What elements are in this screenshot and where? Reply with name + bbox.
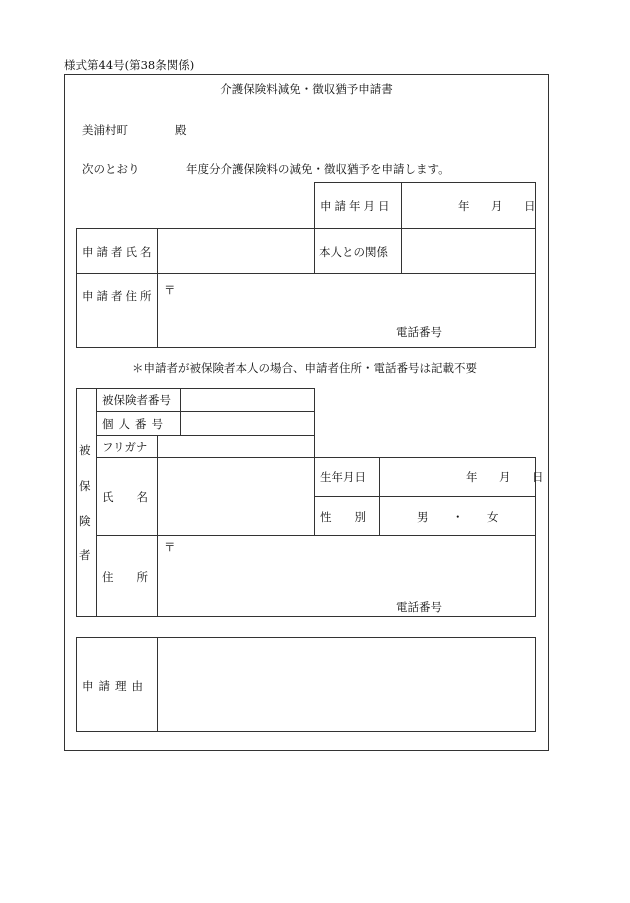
gender-label: 性 別 — [320, 510, 366, 524]
furigana-label: フリガナ — [102, 440, 148, 454]
insured-phone-label: 電話番号 — [396, 600, 442, 614]
applicant-relation-field[interactable] — [402, 229, 535, 273]
birthdate-label: 生年月日 — [320, 470, 366, 484]
applicant-address-field[interactable] — [158, 274, 535, 347]
form-title: 介護保険料減免・徴収猶予申請書 — [220, 82, 393, 96]
gender-separator: ・ — [452, 510, 464, 524]
addressee-honorific: 殿 — [175, 123, 187, 137]
application-date-label: 申請年月日 — [320, 199, 393, 213]
insured-label-char-2: 保 — [79, 479, 91, 493]
furigana-field[interactable] — [158, 436, 314, 457]
insured-section-column — [76, 388, 97, 617]
birthdate-field[interactable]: 年 月 日 — [466, 470, 549, 484]
addressee-village: 美浦村町 — [82, 123, 128, 137]
applicant-postal-mark: 〒 — [164, 283, 176, 297]
insured-address-label: 住 所 — [102, 570, 148, 584]
insured-postal-mark: 〒 — [164, 540, 176, 554]
insured-label-char-3: 険 — [79, 514, 91, 528]
gender-female-option[interactable]: 女 — [487, 510, 499, 524]
applicant-address-label: 申請者住所 — [82, 289, 155, 303]
applicant-relation-label: 本人との関係 — [319, 245, 388, 259]
applicant-name-label: 申請者氏名 — [82, 245, 155, 259]
insured-number-label: 被保険者番号 — [102, 393, 171, 407]
insured-address-field[interactable] — [158, 536, 535, 616]
applicant-phone-label: 電話番号 — [396, 325, 442, 339]
insured-label-char-1: 被 — [79, 443, 91, 457]
personal-number-label: 個人番号 — [102, 417, 168, 431]
insured-name-label: 氏 名 — [102, 490, 148, 504]
applicant-note: ＊申請者が被保険者本人の場合、申請者住所・電話番号は記載不要 — [132, 361, 477, 375]
application-date-field[interactable]: 年 月 日 — [458, 199, 541, 213]
personal-number-field[interactable] — [181, 412, 314, 435]
insured-name-field[interactable] — [158, 458, 313, 535]
applicant-name-field[interactable] — [158, 229, 313, 273]
request-prefix: 次のとおり — [82, 162, 140, 176]
reason-label: 申請理由 — [82, 679, 148, 693]
reason-field[interactable] — [158, 638, 535, 731]
insured-number-field[interactable] — [181, 389, 314, 411]
insured-label-char-4: 者 — [79, 548, 91, 562]
gender-male-option[interactable]: 男 — [417, 510, 429, 524]
request-text: 年度分介護保険料の減免・徴収猶予を申請します。 — [186, 162, 450, 176]
form-number: 様式第44号(第38条関係) — [64, 58, 195, 72]
